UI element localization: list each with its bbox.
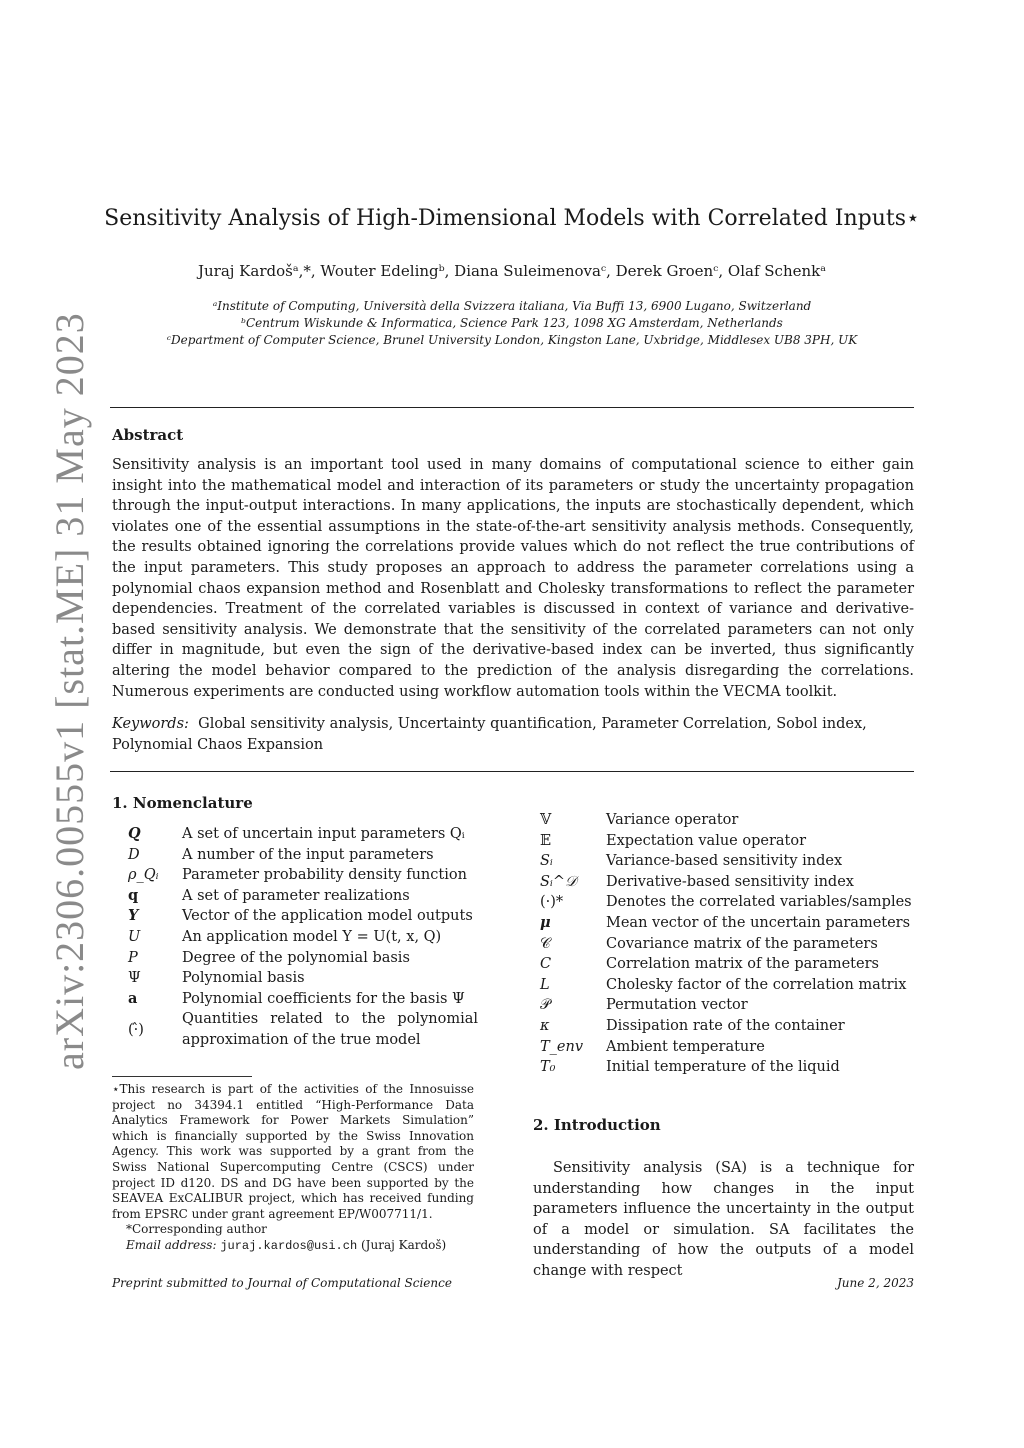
nom-description: Dissipation rate of the container — [606, 1017, 845, 1034]
abstract-text: Sensitivity analysis is an important tool used in many domains of computational science to either gain insight into the mathematical model and interaction of its parameters or study the uncertainty propagation through the input-output interactions. In many applications, the inputs are stochastically dependent, which violates one of the essential assumptions in the state-of-the-art sensitivity analysis methods. Consequently, the results obtained ignoring the correlations provide values which do not reflect the true contributions of the input parameters. This study proposes an approach to address the parameter correlations using a polynomial chaos expansion method and Rosenblatt and Cholesky transformations to reflect the parameter dependencies. Treatment of the correlated variables is discussed in context of variance and derivative-based sensitivity analysis. We demonstrate that the sensitivity of the correlated parameters can not only differ in magnitude, but even the sign of the derivative-based index can be inverted, thus significantly altering the model behavior compared to the prediction of the analysis disregarding the correlations. Numerous experiments are conducted using workflow automation tools within the VECMA toolkit. — [112, 457, 914, 700]
nomenclature-row — [128, 948, 478, 969]
nom-symbol: P — [128, 949, 138, 966]
nomenclature-row — [540, 913, 916, 934]
nom-description: Derivative-based sensitivity index — [606, 873, 854, 890]
nom-symbol: T₀ — [540, 1059, 556, 1076]
nom-symbol: Q — [128, 825, 141, 842]
nom-symbol: Sᵢ — [540, 853, 553, 870]
nom-symbol: Y — [128, 907, 139, 925]
nom-description: A number of the input parameters — [182, 846, 434, 863]
nom-symbol: D — [128, 846, 140, 863]
nom-symbol: T_env — [540, 1038, 584, 1055]
nomenclature-row — [540, 892, 916, 913]
nom-description: Quantities related to the polynomial approximation of the true model — [182, 1011, 478, 1048]
nomenclature-row — [128, 927, 478, 948]
email-link[interactable]: juraj.kardos@usi.ch — [220, 1238, 358, 1253]
nom-description: A set of uncertain input parameters Qᵢ — [182, 826, 465, 842]
nom-description: Correlation matrix of the parameters — [606, 956, 879, 973]
nom-symbol: (·̂) — [128, 1021, 144, 1038]
affiliation-b: ᵇCentrum Wiskunde & Informatica, Science Park 123, 1098 XG Amsterdam, Netherlands — [241, 316, 783, 330]
nomenclature-row — [540, 872, 916, 893]
nom-description: Variance operator — [606, 812, 739, 828]
nomenclature-row — [128, 1009, 478, 1050]
nomenclature-row — [540, 810, 916, 831]
nom-symbol: 𝕍 — [540, 812, 552, 828]
nomenclature-row — [540, 934, 916, 955]
nom-description: Polynomial coefficients for the basis Ψ — [182, 990, 465, 1007]
nom-symbol: L — [540, 976, 550, 993]
author-list: Juraj Kardošᵃ,*, Wouter Edelingᵇ, Diana Suleimenovaᶜ, Derek Groenᶜ, Olaf Schenkᵃ — [197, 262, 827, 280]
abstract-heading: Abstract — [112, 426, 184, 444]
nom-symbol: 𝒫 — [540, 997, 551, 1014]
nom-symbol: κ — [540, 1017, 550, 1034]
nom-description: Variance-based sensitivity index — [606, 853, 843, 870]
footnote-rule — [112, 1076, 252, 1077]
nom-description: Covariance matrix of the parameters — [606, 935, 878, 952]
nom-description: Polynomial basis — [182, 970, 305, 987]
abstract-top-rule — [110, 407, 914, 408]
nom-description: Mean vector of the uncertain parameters — [606, 914, 911, 931]
nomenclature-row — [128, 886, 478, 907]
nomenclature-row — [128, 824, 478, 845]
nomenclature-left — [128, 824, 478, 1051]
nom-symbol: (·)* — [540, 894, 564, 911]
corresponding-author-note: *Corresponding author — [126, 1222, 267, 1237]
email-author: (Juraj Kardoš) — [360, 1237, 447, 1252]
nom-symbol: U — [128, 928, 141, 945]
nomenclature-row — [540, 1037, 916, 1058]
nom-description: An application model Y = U(t, x, Q) — [182, 928, 442, 945]
preprint-date: June 2, 2023 — [837, 1276, 914, 1290]
nom-description: Ambient temperature — [606, 1038, 765, 1055]
nom-description: Parameter probability density function — [182, 867, 467, 884]
nom-symbol: Sᵢ^𝒟 — [540, 873, 577, 890]
nom-description: A set of parameter realizations — [182, 887, 410, 904]
nomenclature-row — [540, 851, 916, 872]
nom-symbol: C — [540, 956, 552, 973]
nom-description: Vector of the application model outputs — [182, 908, 473, 925]
nom-symbol: Ψ — [128, 970, 141, 987]
nom-symbol: a — [128, 989, 138, 1007]
keywords-label: Keywords: — [112, 716, 189, 732]
affiliation-c: ᶜDepartment of Computer Science, Brunel University London, Kingston Lane, Uxbridge, Middlesex UB8 3PH, UK — [166, 333, 858, 347]
nomenclature-row — [128, 906, 478, 927]
preprint-note: Preprint submitted to Journal of Computational Science — [112, 1276, 452, 1290]
keywords — [112, 714, 914, 755]
nom-description: Cholesky factor of the correlation matrix — [606, 976, 907, 993]
affiliation-a: ᵃInstitute of Computing, Università della Svizzera italiana, Via Buffi 13, 6900 Lugano, Switzerland — [212, 299, 812, 313]
nomenclature-right — [540, 810, 916, 1078]
nom-description: Degree of the polynomial basis — [182, 949, 410, 966]
nomenclature-row — [540, 1057, 916, 1078]
nom-symbol: ρ_Qᵢ — [128, 867, 159, 884]
nom-description: Denotes the correlated variables/samples — [606, 894, 912, 911]
footnotes — [112, 1082, 474, 1255]
introduction-heading: 2. Introduction — [533, 1116, 661, 1134]
nom-description: Expectation value operator — [606, 832, 807, 849]
nomenclature-row — [128, 865, 478, 886]
nom-description: Initial temperature of the liquid — [606, 1059, 840, 1076]
email-label: Email address: — [126, 1237, 217, 1252]
nom-symbol: 𝒞 — [540, 935, 551, 952]
nomenclature-row — [540, 831, 916, 852]
nomenclature-row — [128, 845, 478, 866]
arxiv-identifier: arXiv:2306.00555v1 [stat.ME] 31 May 2023 — [47, 312, 92, 1070]
nom-description: Permutation vector — [606, 997, 748, 1014]
nom-symbol: 𝔼 — [540, 832, 552, 849]
introduction-text: Sensitivity analysis (SA) is a technique for understanding how changes in the input parameters influence the uncertainty in the output of a model or simulation. SA facilitates the understanding of how the outputs of a model change with respect — [533, 1160, 914, 1279]
nomenclature-row — [128, 989, 478, 1010]
nomenclature-row — [128, 968, 478, 989]
nomenclature-row — [540, 995, 916, 1016]
nomenclature-row — [540, 1016, 916, 1037]
affiliations — [0, 298, 1024, 349]
keywords-list: Global sensitivity analysis, Uncertainty quantification, Parameter Correlation, Sobol index, Polynomial Chaos Expansion — [112, 716, 867, 753]
nom-symbol: μ — [540, 913, 551, 931]
nom-symbol: q — [128, 886, 139, 904]
nomenclature-heading: 1. Nomenclature — [112, 794, 253, 812]
nomenclature-row — [540, 954, 916, 975]
nomenclature-row — [540, 975, 916, 996]
email-note — [112, 1238, 474, 1255]
funding-footnote: ⋆This research is part of the activities of the Innosuisse project no 34394.1 entitled “High-Performance Data Analytics Framework for Power Markets Simulation” which is financially supported by the Swiss Innovation Agency. This work was supported by a grant from the Swiss National Supercomputing Centre (CSCS) under project ID d120. DS and DG have been supported by the SEAVEA ExCALIBUR project, which has received funding from EPSRC under grant agreement EP/W007711/1. — [112, 1082, 474, 1221]
paper-title: Sensitivity Analysis of High-Dimensional Models with Correlated Inputs⋆ — [104, 206, 920, 231]
abstract-bottom-rule — [110, 771, 914, 772]
